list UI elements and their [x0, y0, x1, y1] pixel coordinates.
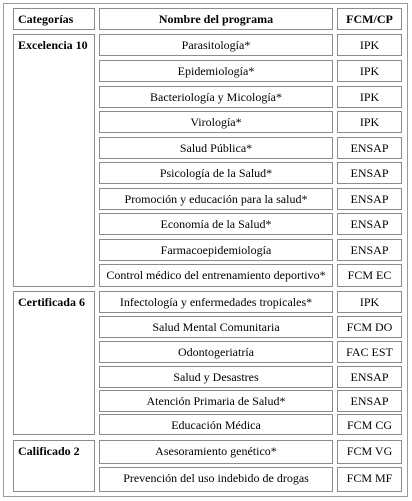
- table-row-program: Salud Pública*: [99, 137, 333, 159]
- table-row-unit: FCM MF: [337, 467, 402, 492]
- table-row-unit: FCM DO: [337, 316, 402, 338]
- table-row-program: Epidemiología*: [99, 60, 333, 82]
- table-row-program: Control médico del entrenamiento deportivo*: [99, 264, 333, 287]
- header-program: Nombre del programa: [99, 8, 333, 30]
- table-row-unit: FCM CG: [337, 414, 402, 435]
- table-row-unit: ENSAP: [337, 162, 402, 184]
- table-row-unit: ENSAP: [337, 366, 402, 388]
- header-category: Categorías: [13, 8, 95, 30]
- table-row-unit: IPK: [337, 86, 402, 108]
- table-row-program: Atención Primaria de Salud*: [99, 390, 333, 412]
- table-row-program: Farmacoepidemiología: [99, 239, 333, 261]
- table-row-program: Asesoramiento genético*: [99, 440, 333, 464]
- table-row-program: Prevención del uso indebido de drogas: [99, 467, 333, 492]
- header-unit: FCM/CP: [337, 8, 402, 30]
- table-row-program: Promoción y educación para la salud*: [99, 188, 333, 210]
- table-row-unit: IPK: [337, 111, 402, 133]
- table-row-program: Virología*: [99, 111, 333, 133]
- table-row-program: Infectología y enfermedades tropicales*: [99, 291, 333, 313]
- table-row-unit: ENSAP: [337, 137, 402, 159]
- table-row-unit: FCM EC: [337, 264, 402, 287]
- table-row-unit: ENSAP: [337, 239, 402, 261]
- table-row-unit: IPK: [337, 291, 402, 313]
- table-row-unit: FAC EST: [337, 341, 402, 363]
- table-row-program: Bacteriología y Micología*: [99, 86, 333, 108]
- table-row-program: Parasitología*: [99, 34, 333, 56]
- table-row-unit: ENSAP: [337, 213, 402, 235]
- table-row-unit: ENSAP: [337, 188, 402, 210]
- table-row-unit: IPK: [337, 34, 402, 56]
- table-row-unit: IPK: [337, 60, 402, 82]
- table-row-unit: FCM VG: [337, 440, 402, 464]
- category-excelencia: Excelencia 10: [13, 34, 95, 287]
- table-row-program: Psicología de la Salud*: [99, 162, 333, 184]
- table-row-program: Economía de la Salud*: [99, 213, 333, 235]
- table-row-program: Salud Mental Comunitaria: [99, 316, 333, 338]
- table-row-program: Odontogeriatría: [99, 341, 333, 363]
- table-row-unit: ENSAP: [337, 390, 402, 412]
- table-row-program: Educación Médica: [99, 414, 333, 435]
- table-row-program: Salud y Desastres: [99, 366, 333, 388]
- category-certificada: Certificada 6: [13, 291, 95, 435]
- category-calificado: Calificado 2: [13, 440, 95, 492]
